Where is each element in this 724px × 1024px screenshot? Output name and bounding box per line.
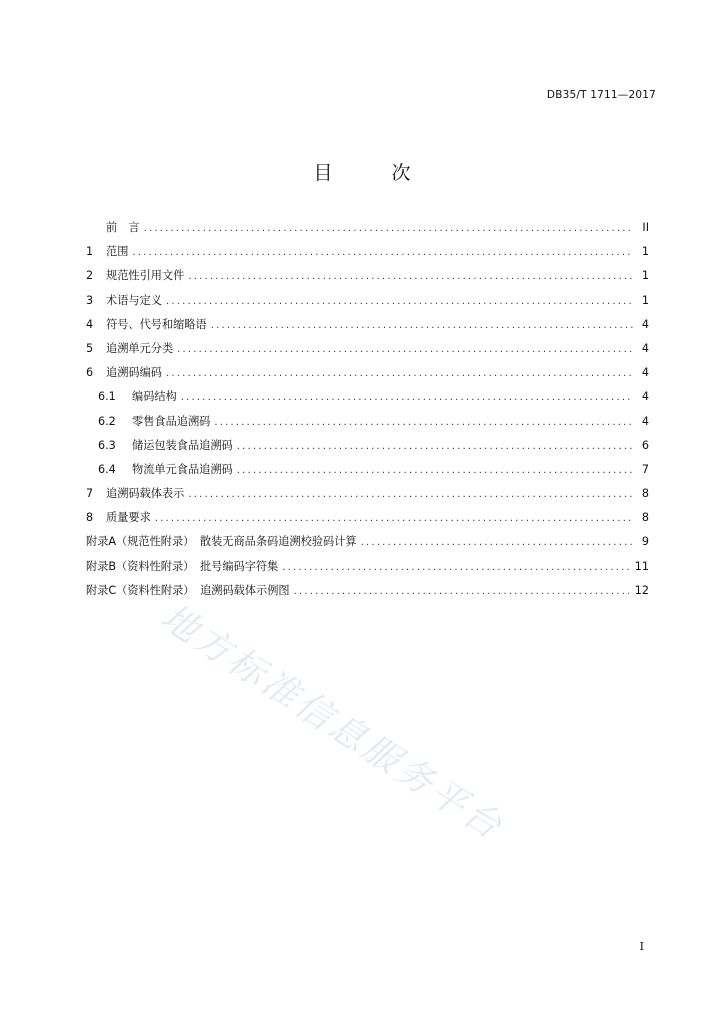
- dot-leader: [361, 531, 633, 555]
- toc-label: 质量要求: [106, 511, 151, 525]
- toc-page: 4: [641, 414, 649, 428]
- toc-label: 零售食品追溯码: [132, 414, 211, 428]
- toc-entry-5[interactable]: [86, 337, 649, 361]
- dot-leader: [211, 314, 633, 338]
- dot-leader: [181, 386, 633, 410]
- dot-leader: [188, 265, 633, 289]
- toc-page: 12: [634, 583, 649, 597]
- dot-leader: [132, 241, 633, 265]
- toc-label: 编码结构: [132, 390, 177, 404]
- toc-entry-6-4[interactable]: [86, 458, 649, 482]
- toc-entry-6[interactable]: [86, 361, 649, 385]
- toc-label: 符号、代号和缩略语: [106, 317, 207, 331]
- toc-entry-8[interactable]: [86, 506, 649, 530]
- toc-entry-6-2[interactable]: [86, 410, 649, 434]
- dot-leader: [144, 217, 633, 241]
- toc-entry-4[interactable]: [86, 313, 649, 337]
- toc-page: 6: [641, 438, 649, 452]
- toc-label: 追溯码编码: [106, 366, 162, 380]
- toc-number: 8: [86, 511, 94, 525]
- toc-number: 6.3: [98, 438, 116, 452]
- toc-label: 附录A（规范性附录） 散装无商品条码追溯校验码计算: [86, 535, 357, 549]
- toc-entry-appendix-a[interactable]: [86, 530, 649, 554]
- toc-label: 术语与定义: [106, 293, 162, 307]
- toc-entry-appendix-c[interactable]: [86, 579, 649, 603]
- toc-number: 1: [86, 245, 94, 259]
- toc-entry-foreword[interactable]: [86, 216, 649, 240]
- toc-page: 4: [641, 366, 649, 380]
- toc-page: 7: [641, 462, 649, 476]
- toc-label: 规范性引用文件: [106, 269, 185, 283]
- page-number: I: [639, 940, 644, 953]
- toc-number: 2: [86, 269, 94, 283]
- page-title: 目 次: [313, 162, 431, 184]
- dot-leader: [166, 362, 633, 386]
- dot-leader: [282, 556, 628, 580]
- toc-label: 追溯单元分类: [106, 341, 174, 355]
- toc-page: 4: [641, 317, 649, 331]
- toc-label: 附录C（资料性附录） 追溯码载体示例图: [86, 583, 290, 597]
- toc-label: 前 言: [106, 221, 140, 234]
- toc-page: 11: [634, 559, 649, 573]
- toc-page: 1: [641, 269, 649, 283]
- toc-entry-3[interactable]: [86, 289, 649, 313]
- toc-number: 6.4: [98, 462, 116, 476]
- toc-label: 物流单元食品追溯码: [132, 462, 233, 476]
- toc-entry-1[interactable]: [86, 240, 649, 264]
- watermark: 地方标准信息服务平台: [153, 596, 512, 849]
- toc-page: 1: [641, 245, 649, 259]
- toc-label: 储运包装食品追溯码: [132, 438, 233, 452]
- toc-page: 1: [641, 293, 649, 307]
- toc-page: 9: [641, 535, 649, 549]
- standard-code: DB35/T 1711—2017: [546, 89, 656, 101]
- toc-number: 7: [86, 487, 94, 501]
- toc-entry-7[interactable]: [86, 482, 649, 506]
- dot-leader: [155, 507, 633, 531]
- toc-number: 6: [86, 366, 94, 380]
- toc-number: 3: [86, 293, 94, 307]
- table-of-contents: [86, 216, 649, 603]
- toc-number: 6.1: [98, 390, 116, 404]
- toc-entry-appendix-b[interactable]: [86, 555, 649, 579]
- toc-page: 8: [641, 487, 649, 501]
- header-rule: [86, 107, 656, 108]
- toc-number: 5: [86, 341, 94, 355]
- dot-leader: [177, 338, 633, 362]
- dot-leader: [237, 459, 633, 483]
- toc-number: 4: [86, 317, 94, 331]
- dot-leader: [294, 580, 629, 604]
- toc-page: 8: [641, 511, 649, 525]
- toc-number: 6.2: [98, 414, 116, 428]
- toc-page: II: [642, 221, 649, 234]
- dot-leader: [214, 411, 633, 435]
- toc-label: 附录B（资料性附录） 批号编码字符集: [86, 559, 279, 573]
- toc-entry-6-1[interactable]: [86, 385, 649, 409]
- dot-leader: [237, 435, 633, 459]
- toc-entry-6-3[interactable]: [86, 434, 649, 458]
- toc-page: 4: [641, 341, 649, 355]
- toc-label: 范围: [106, 245, 129, 259]
- toc-label: 追溯码载体表示: [106, 487, 185, 501]
- toc-entry-2[interactable]: [86, 264, 649, 288]
- dot-leader: [166, 290, 633, 314]
- dot-leader: [188, 483, 633, 507]
- toc-page: 4: [641, 390, 649, 404]
